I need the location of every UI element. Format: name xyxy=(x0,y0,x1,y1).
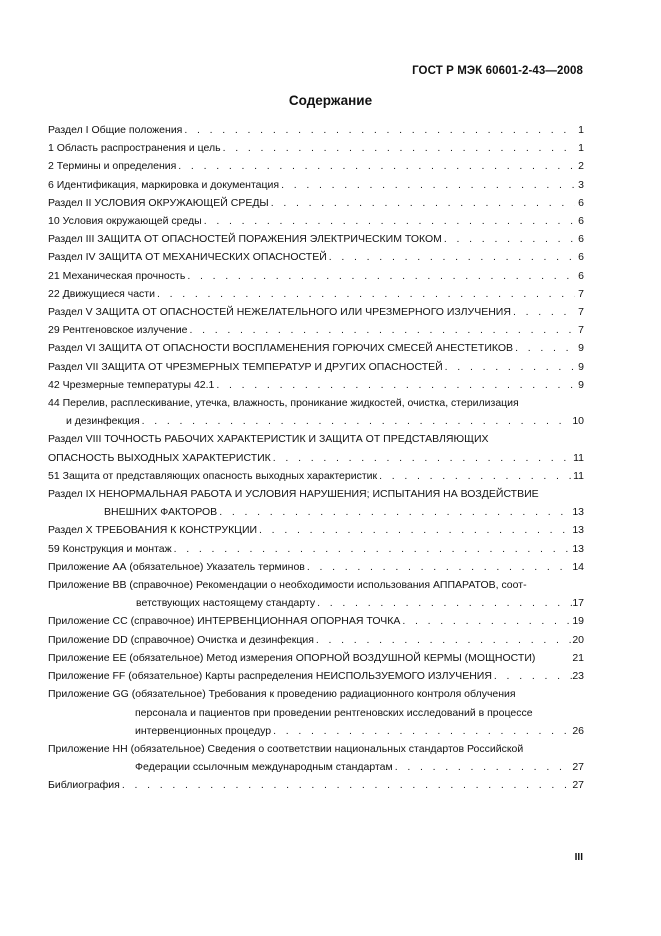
toc-entry-page: 27 xyxy=(572,761,584,774)
toc-entry-title: 42 Чрезмерные температуры 42.1 xyxy=(48,378,215,391)
dot-leader xyxy=(202,212,575,230)
toc-entry[interactable] xyxy=(48,121,584,139)
toc-entry-title-line: Раздел VIII ТОЧНОСТЬ РАБОЧИХ ХАРАКТЕРИСТИК И ЗАЩИТА ОТ ПРЕДСТАВЛЯЮЩИХ xyxy=(48,433,489,446)
toc-entry-title: Раздел V ЗАЩИТА ОТ ОПАСНОСТЕЙ НЕЖЕЛАТЕЛЬНОГО ИЛИ ЧРЕЗМЕРНОГО ИЗЛУЧЕНИЯ xyxy=(48,306,511,319)
toc-entry[interactable] xyxy=(48,667,584,685)
toc-entry[interactable] xyxy=(48,321,584,339)
dot-leader xyxy=(400,612,572,630)
toc-entry-page: 13 xyxy=(572,506,584,519)
dot-leader xyxy=(377,467,573,485)
dot-leader xyxy=(269,194,575,212)
toc-entry-title: 51 Защита от представляющих опасность выходных характеристик xyxy=(48,469,378,482)
toc-entry-title: Раздел IV ЗАЩИТА ОТ МЕХАНИЧЕСКИХ ОПАСНОСТЕЙ xyxy=(48,251,327,264)
toc-entry-page: 7 xyxy=(578,324,584,337)
toc-entry-page: 6 xyxy=(578,233,584,246)
toc-entry-title: 22 Движущиеся части xyxy=(48,287,155,300)
toc-entry-title: Библиография xyxy=(48,779,120,792)
toc-entry-title: 10 Условия окружающей среды xyxy=(48,215,202,228)
toc-entry[interactable] xyxy=(48,467,584,485)
dot-leader xyxy=(314,631,572,649)
dot-leader xyxy=(172,540,573,558)
toc-entry-title: Приложение FF (обязательное) Карты распределения НЕИСПОЛЬЗУЕМОГО ИЗЛУЧЕНИЯ xyxy=(48,670,492,683)
dot-leader xyxy=(217,503,572,521)
toc-entry[interactable] xyxy=(48,430,584,466)
toc-entry-title: 1 Область распространения и цель xyxy=(48,142,221,155)
toc-entry[interactable] xyxy=(48,376,584,394)
toc-entry-title: 59 Конструкция и монтаж xyxy=(48,542,172,555)
toc-entry[interactable] xyxy=(48,576,584,612)
dot-leader xyxy=(442,230,575,248)
dot-leader xyxy=(271,722,572,740)
dot-leader xyxy=(155,285,575,303)
toc-entry[interactable] xyxy=(48,540,584,558)
toc-entry-title: Федерации ссылочным международным стандартам xyxy=(135,761,393,774)
toc-entry-page: 13 xyxy=(572,524,584,537)
dot-leader xyxy=(140,412,573,430)
toc-entry-page: 23 xyxy=(572,670,584,683)
dot-leader xyxy=(221,139,575,157)
toc-entry-title: Раздел VII ЗАЩИТА ОТ ЧРЕЗМЕРНЫХ ТЕМПЕРАТУР И ДРУГИХ ОПАСНОСТЕЙ xyxy=(48,360,443,373)
dot-leader xyxy=(182,121,575,139)
toc-entry[interactable] xyxy=(48,139,584,157)
dot-leader xyxy=(187,321,575,339)
toc-entry-title: Приложение ЕЕ (обязательное) Метод измерения ОПОРНОЙ ВОЗДУШНОЙ КЕРМЫ (МОЩНОСТИ) xyxy=(48,651,536,664)
toc-entry-page: 7 xyxy=(578,287,584,300)
toc-entry-title: 21 Механическая прочность xyxy=(48,269,186,282)
toc-entry-title: Раздел VI ЗАЩИТА ОТ ОПАСНОСТИ ВОСПЛАМЕНЕНИЯ ГОРЮЧИХ СМЕСЕЙ АНЕСТЕТИКОВ xyxy=(48,342,514,355)
dot-leader xyxy=(443,358,575,376)
toc-entry-title-line: Раздел IX НЕНОРМАЛЬНАЯ РАБОТА И УСЛОВИЯ НАРУШЕНИЯ; ИСПЫТАНИЯ НА ВОЗДЕЙСТВИЕ xyxy=(48,488,539,501)
toc-entry-title: Приложение DD (справочное) Очистка и дезинфекция xyxy=(48,633,314,646)
toc-entry[interactable] xyxy=(48,212,584,230)
toc-entry-page: 6 xyxy=(578,251,584,264)
toc-entry[interactable] xyxy=(48,485,584,521)
toc-entry-title-line: 44 Перелив, расплескивание, утечка, влажность, проникание жидкостей, очистка, стерилизация xyxy=(48,397,519,410)
toc-entry-page: 27 xyxy=(572,779,584,792)
toc-entry-title: 29 Рентгеновское излучение xyxy=(48,324,188,337)
dot-leader xyxy=(271,449,573,467)
toc-entry-page: 6 xyxy=(578,196,584,209)
table-of-contents xyxy=(48,121,584,795)
toc-entry-title: Раздел I Общие положения xyxy=(48,124,183,136)
toc-entry-title: ВНЕШНИХ ФАКТОРОВ xyxy=(104,506,218,519)
toc-entry-page: 10 xyxy=(572,415,584,428)
toc-entry-page: 9 xyxy=(578,342,584,355)
toc-entry-title: Приложение АА (обязательное) Указатель терминов xyxy=(48,560,305,573)
dot-leader xyxy=(257,521,572,539)
toc-entry[interactable] xyxy=(48,339,584,357)
toc-entry-page: 13 xyxy=(572,542,584,555)
toc-entry[interactable] xyxy=(48,303,584,321)
toc-entry[interactable] xyxy=(48,358,584,376)
toc-entry-page: 7 xyxy=(578,306,584,319)
dot-leader xyxy=(492,667,572,685)
toc-entry[interactable] xyxy=(48,631,584,649)
toc-entry-page: 6 xyxy=(578,215,584,228)
toc-entry[interactable] xyxy=(48,740,584,776)
toc-entry-title-line: Приложение ВВ (справочное) Рекомендации о необходимости использования АППАРАТОВ, соот- xyxy=(48,579,527,592)
toc-entry[interactable] xyxy=(48,157,584,175)
toc-entry[interactable] xyxy=(48,649,584,667)
toc-entry-page: 19 xyxy=(572,615,584,628)
toc-entry-page: 20 xyxy=(572,633,584,646)
toc-entry[interactable] xyxy=(48,248,584,266)
toc-entry-page: 2 xyxy=(578,160,584,173)
dot-leader xyxy=(176,157,575,175)
toc-entry-title: и дезинфекция xyxy=(66,415,140,428)
toc-entry[interactable] xyxy=(48,612,584,630)
toc-entry-title: Раздел X ТРЕБОВАНИЯ К КОНСТРУКЦИИ xyxy=(48,524,258,537)
toc-entry[interactable] xyxy=(48,521,584,539)
contents-title: Содержание xyxy=(288,93,373,108)
toc-entry-page: 26 xyxy=(572,724,584,737)
dot-leader xyxy=(214,376,575,394)
toc-entry[interactable] xyxy=(48,267,584,285)
document-code: ГОСТ Р МЭК 60601-2-43—2008 xyxy=(412,65,583,77)
toc-entry-title: Раздел III ЗАЩИТА ОТ ОПАСНОСТЕЙ ПОРАЖЕНИЯ ЭЛЕКТРИЧЕСКИМ ТОКОМ xyxy=(48,233,442,246)
toc-entry-title: 6 Идентификация, маркировка и документация xyxy=(48,178,280,191)
dot-leader xyxy=(327,248,575,266)
toc-entry[interactable] xyxy=(48,194,584,212)
toc-entry[interactable] xyxy=(48,558,584,576)
toc-entry-title-line: Приложение НН (обязательное) Сведения о соответствии национальных стандартов Российской xyxy=(48,742,524,755)
toc-entry-page: 9 xyxy=(578,360,584,373)
toc-entry-title: ОПАСНОСТЬ ВЫХОДНЫХ ХАРАКТЕРИСТИК xyxy=(48,451,271,464)
toc-entry-title-line: персонала и пациентов при проведении рентгеновских исследований в процессе xyxy=(135,706,533,719)
toc-entry-page: 14 xyxy=(572,560,584,573)
toc-entry-page: 11 xyxy=(573,451,584,464)
dot-leader xyxy=(513,339,575,357)
toc-entry-page: 9 xyxy=(578,378,584,391)
toc-entry-title: ветствующих настоящему стандарту xyxy=(136,597,316,610)
toc-entry-page: 1 xyxy=(578,142,584,155)
toc-entry[interactable] xyxy=(48,394,584,430)
dot-leader xyxy=(305,558,572,576)
dot-leader xyxy=(315,594,572,612)
toc-entry-page: 6 xyxy=(578,269,584,282)
dot-leader xyxy=(393,758,573,776)
toc-entry-page: 17 xyxy=(572,597,584,610)
toc-entry[interactable] xyxy=(48,285,584,303)
toc-entry-title: Приложение СС (справочное) ИНТЕРВЕНЦИОННАЯ ОПОРНАЯ ТОЧКА xyxy=(48,615,401,628)
dot-leader xyxy=(511,303,575,321)
toc-entry[interactable] xyxy=(48,230,584,248)
toc-entry-page: 1 xyxy=(578,124,584,136)
toc-entry-title-line: Приложение GG (обязательное) Требования к проведению радиационного контроля облучения xyxy=(48,688,516,701)
toc-entry-title: 2 Термины и определения xyxy=(48,160,177,173)
toc-entry-title: интервенционных процедур xyxy=(135,724,272,737)
toc-entry-title: Раздел II УСЛОВИЯ ОКРУЖАЮЩЕЙ СРЕДЫ xyxy=(48,196,269,209)
toc-entry-page: 3 xyxy=(578,178,584,191)
toc-entry[interactable] xyxy=(48,176,584,194)
toc-entry[interactable] xyxy=(48,685,584,740)
dot-leader xyxy=(120,776,572,794)
toc-entry-page: 21 xyxy=(572,651,584,664)
dot-leader xyxy=(185,267,575,285)
toc-entry[interactable] xyxy=(48,776,584,794)
toc-entry-page: 11 xyxy=(573,469,584,482)
dot-leader xyxy=(279,176,575,194)
page-number: III xyxy=(574,852,583,863)
